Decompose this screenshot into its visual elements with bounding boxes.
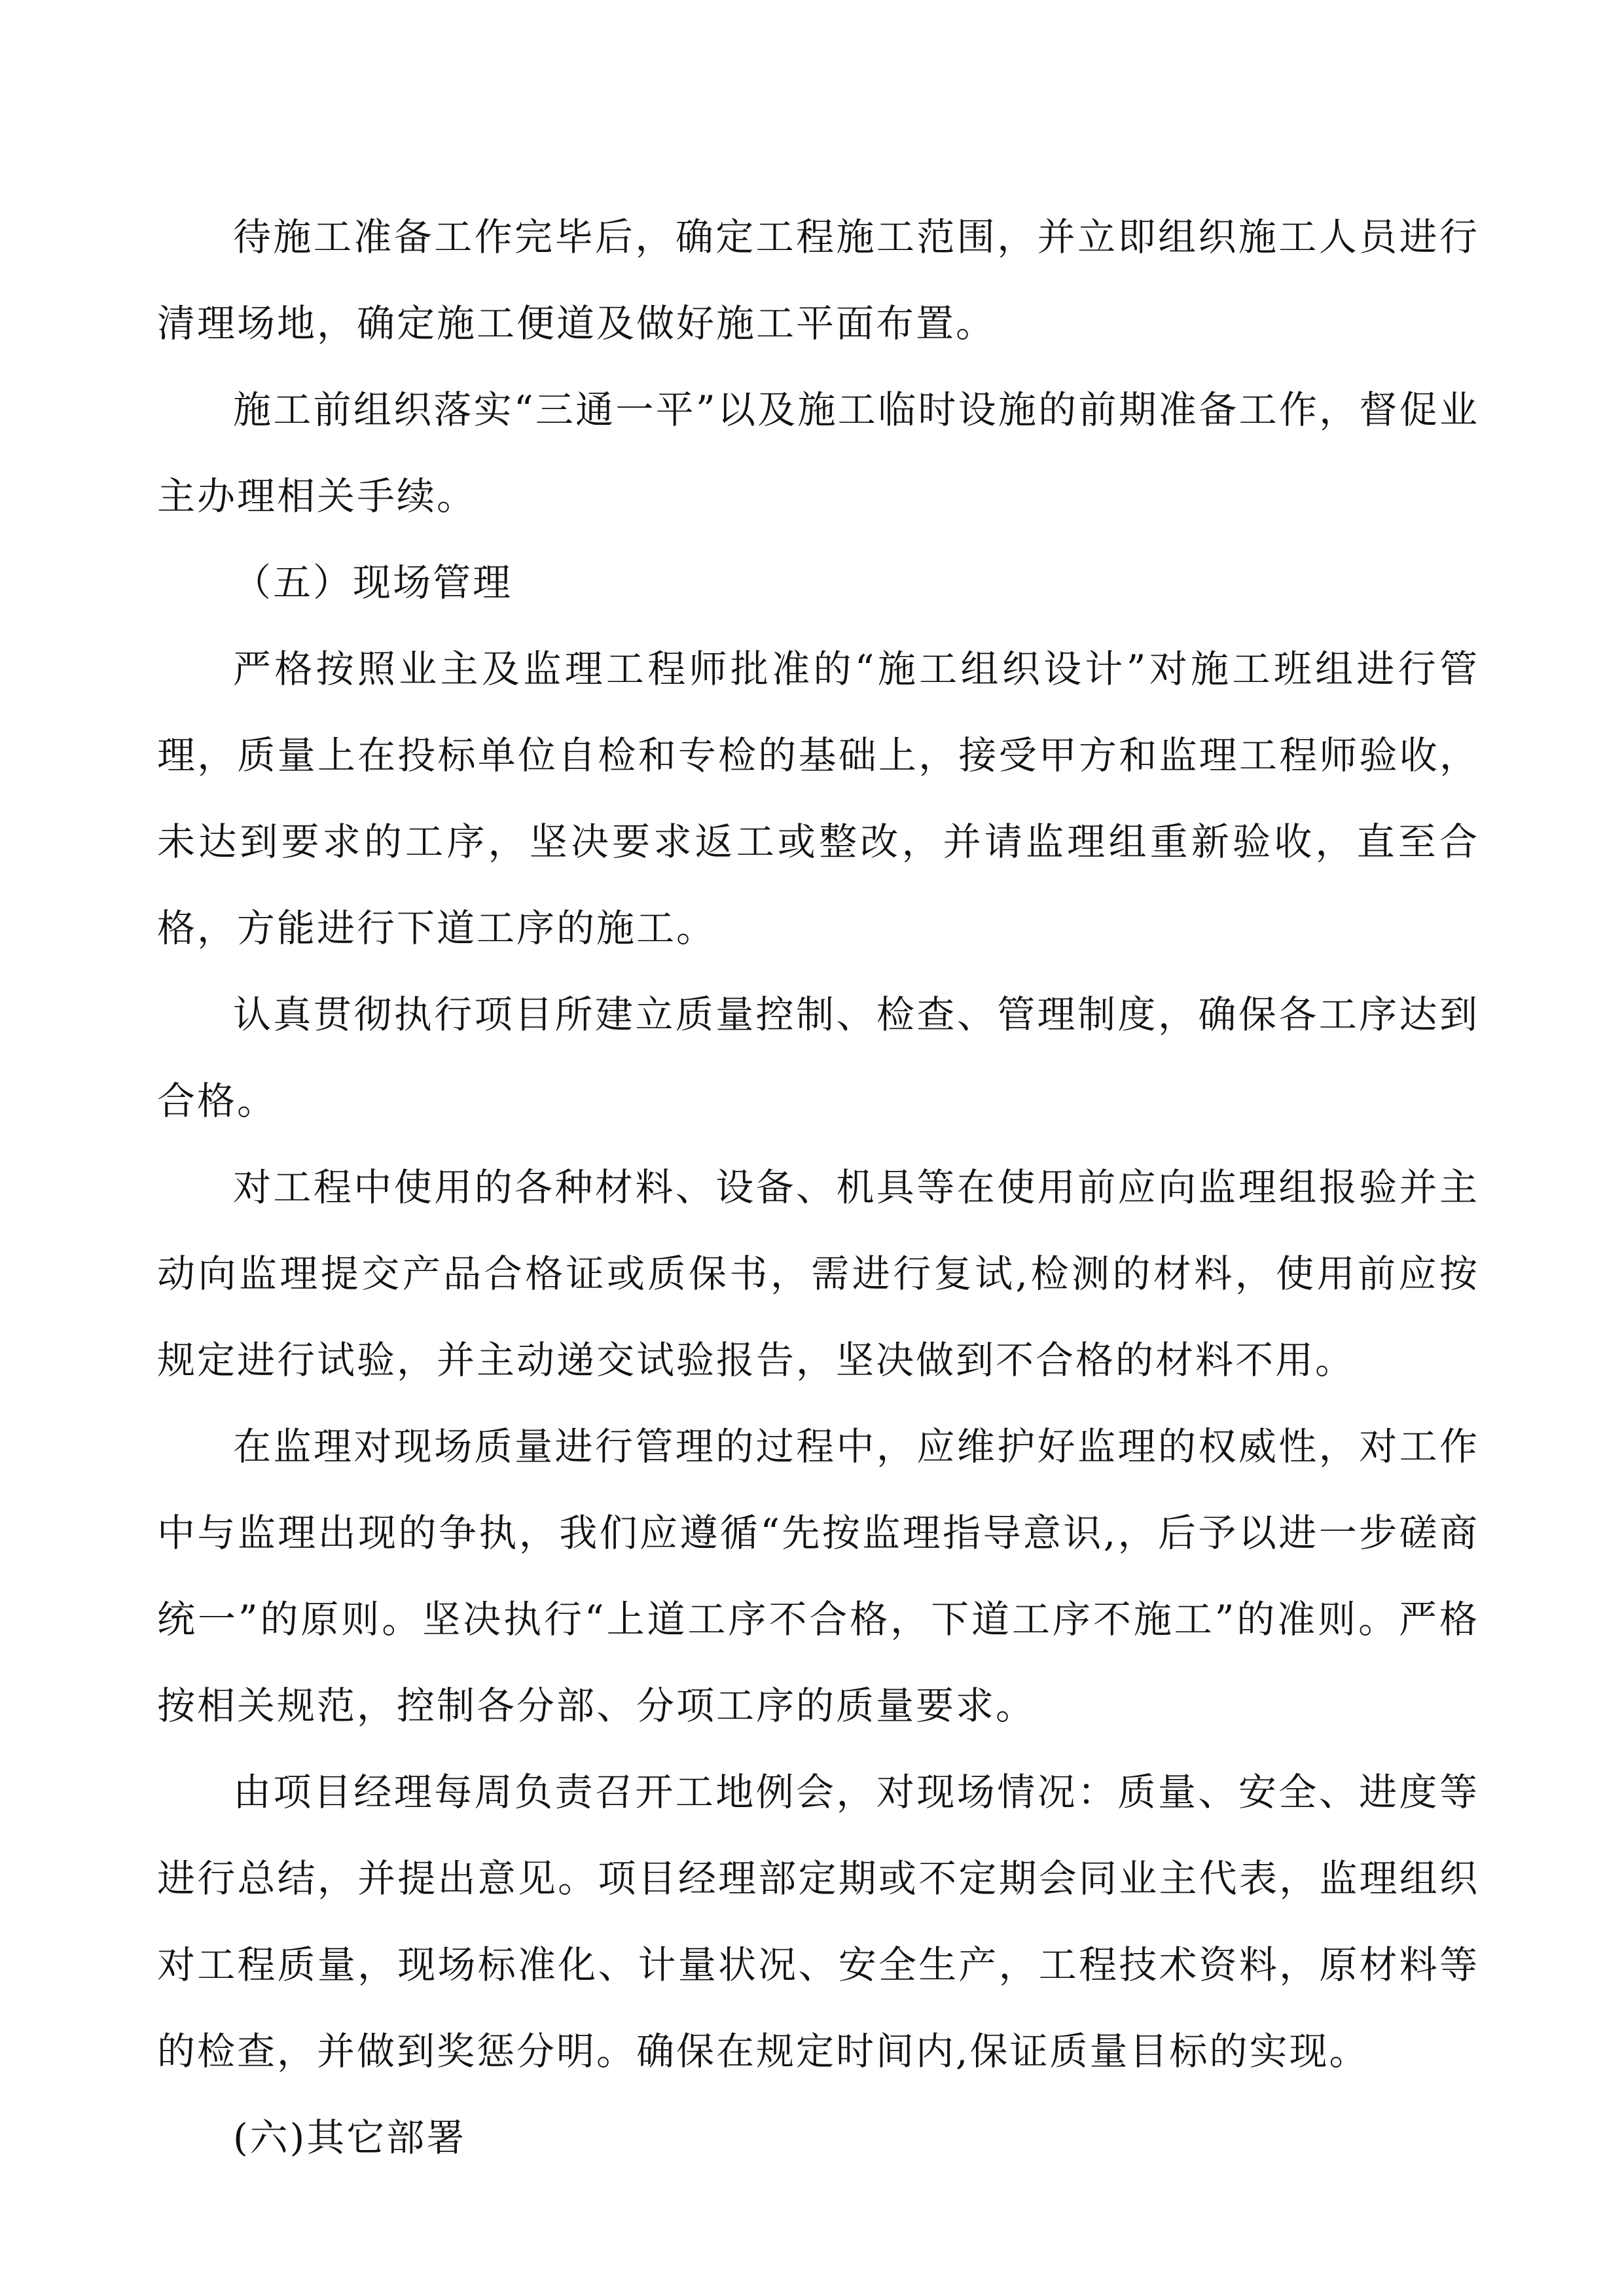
- paragraph-supervision: 在监理对现场质量进行管理的过程中，应维护好监理的权威性，对工作中与监理出现的争执，我们应遵循“先按监理指导意识,，后予以进一步磋商统一”的原则。坚决执行“上道工序不合格，下道工序不施工”的准则。严格按相关规范，控制各分部、分项工序的质量要求。: [157, 1424, 1479, 1728]
- paragraph-preparation: 施工前组织落实“三通一平”以及施工临时设施的前期准备工作，督促业主办理相关手续。: [157, 387, 1479, 518]
- paragraph-materials-inspection: 对工程中使用的各种材料、设备、机具等在使用前应向监理组报验并主动向监理提交产品合格证或质保书，需进行复试,检测的材料，使用前应按规定进行试验，并主动递交试验报告，坚决做到不合格的材料不用。: [157, 1165, 1479, 1382]
- paragraph-team-management: 严格按照业主及监理工程师批准的“施工组织设计”对施工班组进行管理，质量上在投标单位自检和专检的基础上，接受甲方和监理工程师验收，未达到要求的工序，坚决要求返工或整改，并请监理组重新验收，直至合格，方能进行下道工序的施工。: [157, 647, 1479, 950]
- paragraph-site-meetings: 由项目经理每周负责召开工地例会，对现场情况：质量、安全、进度等进行总结，并提出意见。项目经理部定期或不定期会同业主代表，监理组织对工程质量，现场标准化、计量状况、安全生产，工程技术资料，原材料等的检查，并做到奖惩分明。确保在规定时间内,保证质量目标的实现。: [157, 1770, 1479, 2073]
- section-heading-other-arrangements: (六)其它部署: [233, 2115, 467, 2160]
- paragraph-site-clearing: 待施工准备工作完毕后，确定工程施工范围，并立即组织施工人员进行清理场地，确定施工便道及做好施工平面布置。: [157, 215, 1479, 346]
- section-heading-site-management: （五）现场管理: [233, 560, 513, 605]
- paragraph-quality-control: 认真贯彻执行项目所建立质量控制、检查、管理制度，确保各工序达到合格。: [157, 992, 1479, 1123]
- document-body: [157, 194, 1479, 2181]
